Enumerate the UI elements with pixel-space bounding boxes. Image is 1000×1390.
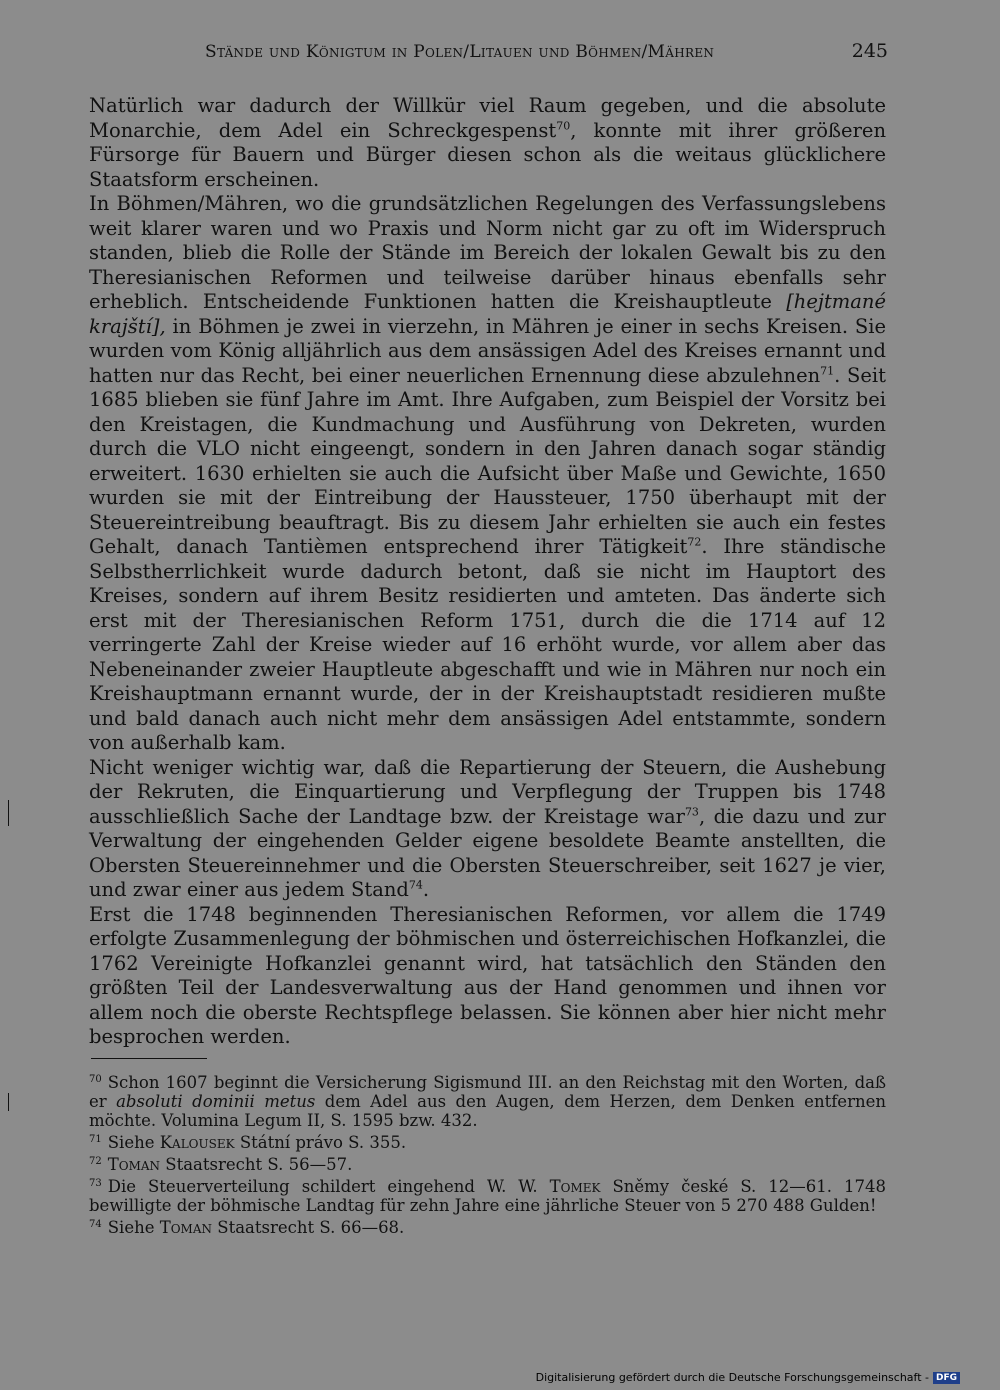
- author-name: Toman: [159, 1218, 213, 1237]
- funding-note: [536, 1371, 960, 1384]
- footnote: [89, 1177, 886, 1215]
- text-run: Natürlich war dadurch der Willkür viel Raum gegeben, und die absolute Monarchie, dem Adel ein Schreckgespenst: [89, 94, 886, 142]
- paragraph: [89, 756, 886, 903]
- dfg-logo: DFG: [933, 1372, 960, 1384]
- footnote: [89, 1218, 886, 1237]
- footnote-text: Staatsrecht S. 66—68.: [212, 1218, 405, 1237]
- latin-phrase: absoluti dominii metus: [116, 1092, 316, 1111]
- footnote-ref: 70: [556, 119, 571, 132]
- footnote-number: 70: [89, 1073, 102, 1085]
- text-run: in Böhmen je zwei in vierzehn, in Mähren je einer in sechs Kreisen. Sie wurden vom König alljährlich aus dem ansässigen Adel des Kreises ernannt und hatten nur das Recht, bei einer neuerlichen Ernennung diese abzulehnen: [89, 314, 886, 387]
- funding-text: Digitalisierung gefördert durch die Deutsche Forschungsgemeinschaft -: [535, 1371, 929, 1384]
- footnote: [89, 1133, 886, 1152]
- footnote-text: dem Adel aus den Augen, dem Herzen, dem Denken entfernen möchte. Volumina Legum II, S. 1595 bzw. 432.: [89, 1092, 886, 1130]
- footnote-text: Staatsrecht S. 56—57.: [160, 1155, 353, 1174]
- page-number: 245: [851, 40, 888, 62]
- footnote: [89, 1073, 886, 1130]
- main-text: [89, 94, 886, 1050]
- author-name: Toman: [107, 1155, 161, 1174]
- footnote-number: 74: [89, 1218, 102, 1230]
- author-name: Kalousek: [159, 1133, 235, 1152]
- text-run: . Seit 1685 blieben sie fünf Jahre im Amt. Ihre Aufgaben, zum Beispiel der Vorsitz bei den Kreistagen, die Kundmachung und Ausführung von Dekreten, wurden durch die VLO nicht eingeengt, sondern in den Jahren danach sogar ständig erweitert. 1630 erhielten sie auch die Aufsicht über Maße und Gewichte, 1650 wurden sie mit der Eintreibung der Haussteuer, 1750 überhaupt mit der Steuereintreibung beauftragt. Bis zu diesem Jahr erhielten sie auch ein festes Gehalt, danach Tantièmen entsprechend ihrer Tätigkeit: [89, 363, 886, 558]
- footnote-ref: 73: [684, 805, 699, 818]
- footnote-text: Státní právo S. 355.: [234, 1133, 407, 1152]
- footnote-ref: 72: [687, 535, 702, 549]
- footnote-number: 73: [89, 1177, 102, 1189]
- czech-term: [hejtmané krajští],: [89, 290, 886, 338]
- footnote-text: Die Steuerverteilung schildert eingehend W. W.: [107, 1177, 550, 1196]
- text-run: .: [422, 878, 430, 901]
- text-run: Erst die 1748 beginnenden Theresianischen Reformen, vor allem die 1749 erfolgte Zusammenlegung der böhmischen und österreichischen Hofkanzlei, die 1762 Vereinigte Hofkanzlei genannt wird, hat tatsächlich den Ständen den größten Teil der Landesverwaltung aus der Hand genommen und ihnen vor allem noch die oberste Rechtspflege belassen. Sie können aber hier nicht mehr besprochen werden.: [89, 902, 886, 1048]
- footnote-ref: 74: [408, 878, 423, 892]
- footnote-number: 72: [89, 1155, 102, 1167]
- text-run: , konnte mit ihrer größeren Fürsorge für Bauern und Bürger diesen schon als die weitaus glücklichere Staatsform erscheinen.: [89, 118, 886, 191]
- footnote-text: Siehe: [107, 1218, 160, 1237]
- footnote-divider: [91, 1058, 207, 1059]
- footnote-text: Sněmy české S. 12—61. 1748 bewilligte der böhmische Landtag für zehn Jahre eine jährliche Steuer von 5 270 488 Gulden!: [89, 1177, 887, 1215]
- running-header: [0, 38, 1000, 68]
- footnote-text: Schon 1607 beginnt die Versicherung Sigismund III. an den Reichstag mit den Worten, daß er: [89, 1073, 886, 1111]
- paragraph: [89, 94, 886, 192]
- text-run: Nicht weniger wichtig war, daß die Repartierung der Steuern, die Aushebung der Rekruten, die Einquartierung und Verpflegung der Truppen bis 1748 ausschließlich Sache der Landtage bzw. der Kreistage war: [89, 755, 886, 828]
- paragraph: [89, 192, 886, 756]
- paragraph: [89, 903, 886, 1050]
- text-run: In Böhmen/Mähren, wo die grundsätzlichen Regelungen des Verfassungslebens weit klarer waren und wo Praxis und Norm nicht gar zu oft im Widerspruch standen, blieb die Rolle der Stände im Bereich der lokalen Gewalt bis zu den Theresianischen Reformen und teilweise darüber hinaus ebenfalls sehr erheblich. Entscheidende Funktionen hatten die Kreishauptleute: [89, 192, 886, 313]
- footnotes: [89, 1073, 886, 1240]
- margin-mark: [8, 1093, 9, 1111]
- running-title: Stände und Königtum in Polen/Litauen und Böhmen/Mähren: [205, 42, 715, 62]
- footnote-number: 71: [89, 1133, 102, 1145]
- author-name: Tomek: [549, 1177, 601, 1196]
- footnote-text: Siehe: [107, 1133, 160, 1152]
- text-run: . Ihre ständische Selbstherrlichkeit wurde dadurch betont, daß sie nicht im Hauptort des Kreises, sondern auf ihrem Besitz residierten und amteten. Das änderte sich erst mit der Theresianischen Reform 1751, durch die die 1714 auf 12 verringerte Zahl der Kreise wieder auf 16 erhöht wurde, vor allem aber das Nebeneinander zweier Hauptleute abgeschafft und wie in Mähren nur noch ein Kreishauptmann ernannt wurde, der in der Kreishauptstadt residieren mußte und bald danach auch nicht mehr dem ansässigen Adel entstammte, sondern von außerhalb kam.: [89, 535, 886, 754]
- margin-mark: [8, 800, 9, 826]
- text-run: , die dazu und zur Verwaltung der eingehenden Gelder eigene besoldete Beamte anstellten, die Obersten Steuereinnehmer und die Obersten Steuerschreiber, seit 1627 je vier, und zwar einer aus jedem Stand: [89, 804, 886, 901]
- footnote-ref: 71: [820, 364, 835, 377]
- footnote: [89, 1155, 886, 1174]
